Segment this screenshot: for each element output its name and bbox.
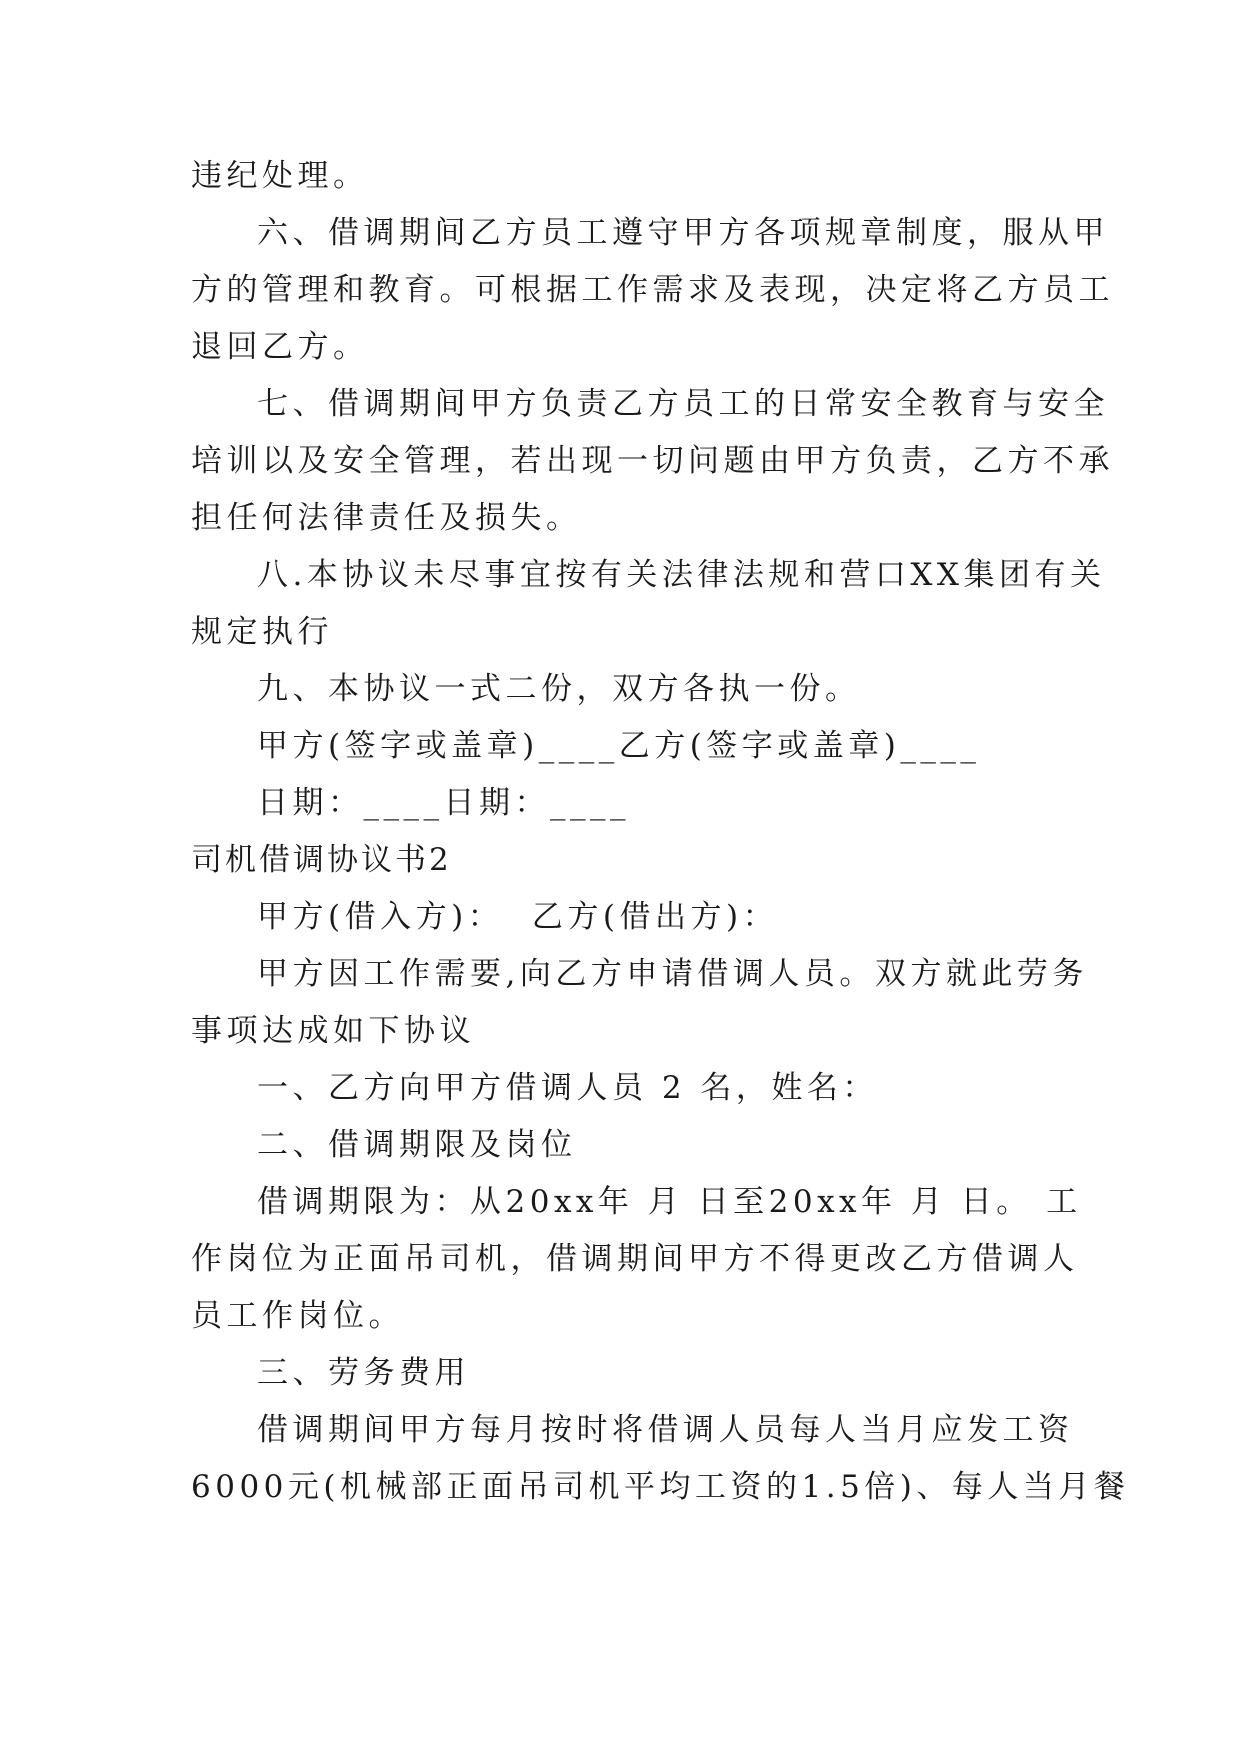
clause-9: 九、本协议一式二份，双方各执一份。 — [257, 671, 861, 707]
text-line: 事项达成如下协议 — [191, 1013, 475, 1049]
text-line: 违纪处理。 — [191, 158, 369, 194]
clause-3-heading: 三、劳务费用 — [257, 1355, 470, 1391]
text-line: 作岗位为正面吊司机，借调期间甲方不得更改乙方借调人 — [191, 1241, 1079, 1277]
text-line: 员工作岗位。 — [191, 1298, 404, 1334]
text-line: 退回乙方。 — [191, 329, 369, 365]
clause-7: 七、借调期间甲方负责乙方员工的日常安全教育与安全 — [257, 386, 1109, 422]
fee-paragraph: 借调期间甲方每月按时将借调人员每人当月应发工资 — [257, 1412, 1074, 1448]
text-line: 方的管理和教育。可根据工作需求及表现，决定将乙方员工 — [191, 272, 1114, 308]
clause-6: 六、借调期间乙方员工遵守甲方各项规章制度，服从甲 — [257, 215, 1109, 251]
text-line: 6000元(机械部正面吊司机平均工资的1.5倍)、每人当月餐 — [191, 1469, 1130, 1505]
section-title: 司机借调协议书2 — [191, 842, 452, 878]
text-line: 规定执行 — [191, 614, 333, 650]
date-line: 日期：____日期：____ — [257, 785, 630, 821]
term-paragraph: 借调期限为：从20xx年 月 日至20xx年 月 日。 工 — [257, 1184, 1082, 1220]
clause-1: 一、乙方向甲方借调人员 2 名，姓名： — [257, 1070, 878, 1106]
signature-line: 甲方(签字或盖章)____乙方(签字或盖章)____ — [257, 728, 981, 764]
text-line: 担任何法律责任及损失。 — [191, 500, 582, 536]
parties-line: 甲方(借入方)： 乙方(借出方)： — [257, 899, 779, 935]
intro-paragraph: 甲方因工作需要,向乙方申请借调人员。双方就此劳务 — [257, 956, 1088, 992]
text-line: 培训以及安全管理，若出现一切问题由甲方负责，乙方不承 — [191, 443, 1114, 479]
clause-8: 八.本协议未尽事宜按有关法律法规和营口XX集团有关 — [257, 557, 1106, 593]
clause-2-heading: 二、借调期限及岗位 — [257, 1127, 577, 1163]
